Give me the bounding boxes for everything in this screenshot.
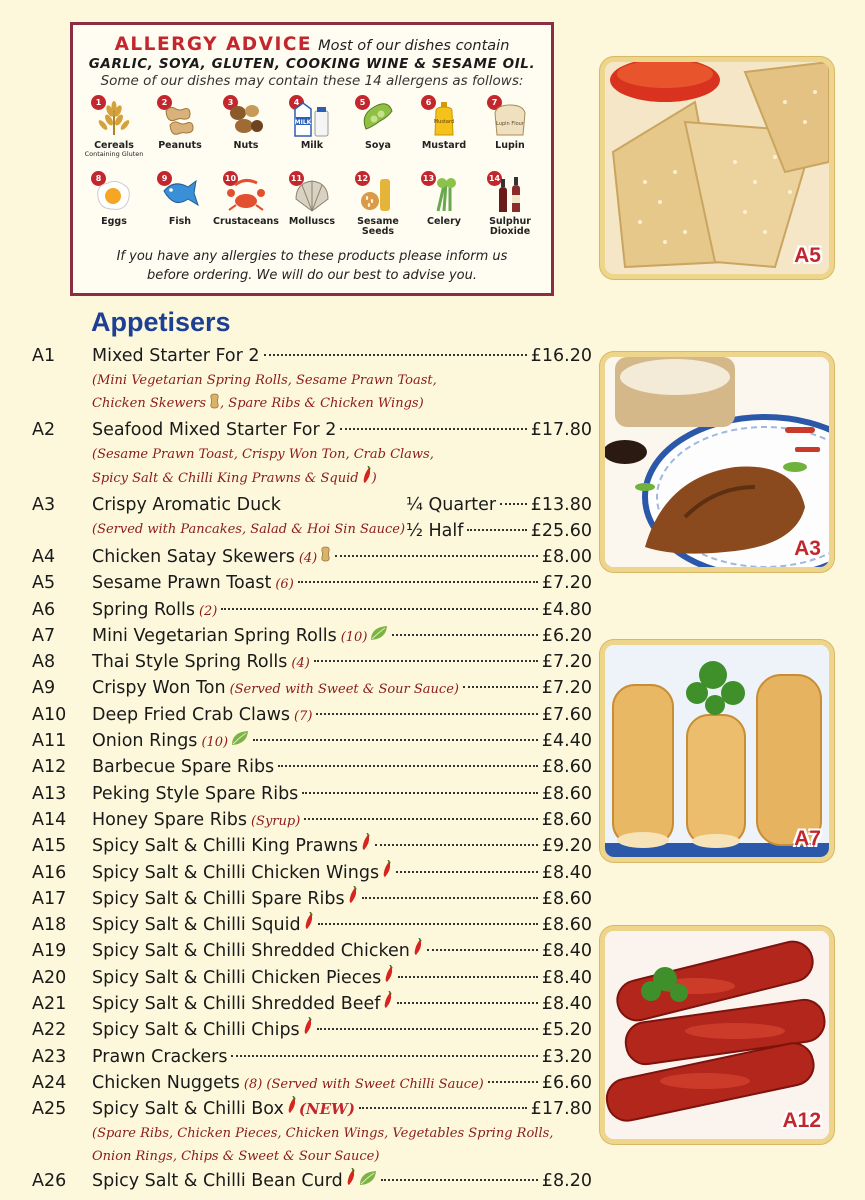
vegetarian-leaf-icon	[370, 623, 388, 649]
item-note: (6)	[275, 577, 294, 593]
peanut-icon	[209, 393, 220, 417]
item-note: (2)	[198, 603, 218, 619]
item-price: £8.20	[541, 1171, 592, 1192]
allergen-lupin	[477, 95, 543, 169]
leader-dots	[381, 1179, 538, 1181]
allergy-advice-text	[81, 247, 543, 285]
allergen-label: Sulphur Dioxide	[489, 216, 531, 237]
wheat-icon	[93, 101, 135, 137]
item-code: A8	[32, 652, 56, 673]
item-name: Spicy Salt & Chilli Spare Ribs	[92, 888, 345, 909]
allergen-grid	[81, 95, 543, 245]
item-price: £5.20	[541, 1020, 592, 1041]
item-name: Barbecue Spare Ribs	[92, 757, 275, 778]
allergen-label: Peanuts	[158, 140, 202, 151]
allergy-intro: Most of our dishes contain	[318, 38, 510, 54]
crab-icon	[225, 177, 267, 213]
leader-dots	[340, 428, 526, 430]
leader-dots	[302, 792, 538, 794]
leader-dots	[488, 1081, 538, 1083]
allergen-nuts	[213, 95, 279, 169]
milk-carton-text: MILK	[294, 119, 312, 126]
new-badge: (NEW)	[298, 1100, 355, 1119]
item-name: Chicken Satay Skewers	[92, 547, 295, 567]
chilli-icon	[303, 1017, 313, 1043]
item-code: A1	[32, 346, 56, 366]
menu-item-a2	[32, 417, 592, 492]
chilli-icon	[384, 965, 394, 991]
item-price: £7.20	[541, 652, 592, 673]
item-name: Spring Rolls	[92, 599, 195, 620]
allergen-cereals	[81, 95, 147, 169]
item-code: A17	[32, 888, 67, 909]
allergy-title: ALLERGY ADVICE	[114, 34, 313, 55]
item-price: £4.80	[541, 599, 592, 620]
peanut-icon	[320, 544, 331, 570]
chilli-icon	[348, 886, 358, 912]
photo-tag: A3	[794, 537, 821, 560]
item-price: £8.60	[541, 757, 592, 778]
leader-dots	[467, 529, 526, 531]
item-name: Spicy Salt & Chilli Chips	[92, 1020, 300, 1041]
half-price: £25.60	[530, 521, 592, 541]
item-price: £4.40	[541, 731, 592, 752]
item-code: A15	[32, 836, 67, 857]
menu-item-a3	[32, 492, 592, 544]
leader-dots	[316, 713, 537, 715]
duck-illustration	[605, 357, 829, 567]
item-code: A3	[32, 495, 56, 515]
item-name: Spicy Salt & Chilli King Prawns	[92, 836, 359, 857]
allergen-label: Molluscs	[288, 216, 336, 227]
menu-item-a5	[32, 570, 592, 596]
item-code: A26	[32, 1171, 67, 1192]
item-name: Onion Rings	[92, 731, 198, 752]
allergen-label: Fish	[168, 216, 192, 227]
item-name: Crispy Aromatic Duck	[92, 495, 281, 515]
menu-item-a26	[32, 1168, 592, 1194]
item-code: A14	[32, 809, 67, 830]
menu-item-a25	[32, 1096, 592, 1168]
item-note: (Served with Sweet & Sour Sauce)	[229, 682, 459, 698]
chilli-icon	[304, 912, 314, 938]
mustard-bottle-text: Mustard	[433, 119, 455, 125]
allergen-number: 7	[487, 95, 502, 110]
allergen-label: Lupin	[495, 140, 525, 151]
item-name: Spicy Salt & Chilli Chicken Wings	[92, 862, 380, 883]
menu-item-a17	[32, 886, 592, 912]
item-price: £7.20	[541, 573, 592, 594]
item-price: £17.80	[530, 1099, 592, 1120]
fish-icon	[159, 177, 201, 213]
menu-item-a24	[32, 1070, 592, 1096]
leader-dots	[463, 686, 538, 688]
leader-dots	[253, 739, 538, 741]
vegetarian-leaf-icon	[231, 728, 249, 754]
allergen-label: Crustaceans	[213, 216, 279, 227]
item-price: £17.80	[530, 420, 592, 440]
allergen-label: Milk	[300, 140, 324, 151]
item-name: Peking Style Spare Ribs	[92, 783, 299, 804]
item-price: £3.20	[541, 1046, 592, 1067]
item-name: Thai Style Spring Rolls	[92, 652, 288, 673]
mustard-icon	[423, 101, 465, 137]
allergen-milk	[279, 95, 345, 169]
allergen-sesame	[345, 171, 411, 245]
menu-item-a21	[32, 991, 592, 1017]
menu-item-a22	[32, 1017, 592, 1043]
allergen-number: 9	[157, 171, 172, 186]
item-price: £6.20	[541, 625, 592, 646]
allergen-label: Soya	[365, 140, 391, 151]
item-note: (10)	[201, 735, 229, 751]
allergen-number: 4	[289, 95, 304, 110]
item-name: Prawn Crackers	[92, 1046, 228, 1067]
item-code: A23	[32, 1046, 67, 1067]
item-price: £8.40	[541, 967, 592, 988]
leader-dots	[318, 923, 538, 925]
allergen-eggs	[81, 171, 147, 245]
leader-dots	[264, 354, 527, 356]
leader-dots	[359, 1107, 527, 1109]
advice-line-1: If you have any allergies to these products please inform us	[116, 249, 508, 264]
nuts-icon	[225, 101, 267, 137]
allergen-label: Celery	[427, 216, 461, 227]
section-title: Appetisers	[91, 307, 231, 337]
item-note: (Syrup)	[250, 813, 301, 829]
item-price: £9.20	[541, 836, 592, 857]
spring-rolls-illustration	[605, 645, 829, 857]
leader-dots	[278, 765, 538, 767]
menu-item-a13	[32, 781, 592, 807]
item-code: A20	[32, 967, 67, 988]
menu-item-a14	[32, 807, 592, 833]
photo-crispy-duck	[600, 352, 834, 572]
item-code: A16	[32, 862, 67, 883]
menu-item-a11	[32, 728, 592, 754]
chilli-icon	[362, 466, 372, 492]
menu-item-a12	[32, 754, 592, 780]
half-option	[406, 518, 592, 544]
chilli-icon	[383, 991, 393, 1017]
item-note: (8) (Served with Sweet Chilli Sauce)	[243, 1076, 484, 1092]
spare-ribs-illustration	[605, 931, 829, 1139]
allergen-label: Eggs	[101, 216, 127, 227]
sesame-toast-illustration	[605, 62, 829, 274]
leader-dots	[304, 818, 538, 820]
appetisers-menu	[32, 343, 592, 1195]
allergen-number: 1	[91, 95, 106, 110]
item-description: (Spare Ribs, Chicken Pieces, Chicken Wings, Vegetables Spring Rolls, Onion Rings, Chips & Sweet & Sour Sauce)	[92, 1126, 554, 1165]
shell-icon	[291, 177, 333, 213]
item-code: A22	[32, 1020, 67, 1041]
item-price: £8.00	[541, 547, 592, 567]
item-name: Chicken Nuggets	[92, 1072, 240, 1093]
menu-item-a15	[32, 833, 592, 859]
allergen-number: 2	[157, 95, 172, 110]
item-price: £8.40	[541, 862, 592, 883]
item-note: (4)	[298, 551, 318, 566]
menu-item-a23	[32, 1044, 592, 1070]
allergen-number: 3	[223, 95, 238, 110]
leader-dots	[221, 608, 538, 610]
photo-mini-spring-rolls	[600, 640, 834, 862]
lupin-bag-text: Lupin Flour	[496, 121, 524, 127]
allergen-label: Cereals	[94, 140, 134, 151]
milk-icon	[291, 101, 333, 137]
chilli-icon	[413, 938, 423, 964]
photo-barbecue-spare-ribs	[600, 926, 834, 1144]
allergen-label: Sesame Seeds	[357, 216, 399, 237]
leader-dots	[396, 871, 538, 873]
allergen-molluscs	[279, 171, 345, 245]
allergen-celery	[411, 171, 477, 245]
leader-dots	[398, 976, 538, 978]
item-name: Spicy Salt & Chilli Chicken Pieces	[92, 967, 382, 988]
item-name: Crispy Won Ton	[92, 678, 226, 699]
item-price: £6.60	[541, 1072, 592, 1093]
item-name: Spicy Salt & Chilli Shredded Beef	[92, 994, 381, 1015]
item-description: (Mini Vegetarian Spring Rolls, Sesame Prawn Toast, Chicken Skewers , Spare Ribs & Chicken Wings)	[92, 369, 592, 417]
item-price: £8.60	[541, 809, 592, 830]
quarter-price: £13.80	[530, 495, 592, 515]
allergen-number: 13	[421, 171, 436, 186]
leader-dots	[335, 555, 538, 557]
half-label: ½ Half	[406, 521, 464, 541]
allergen-number: 6	[421, 95, 436, 110]
item-code: A7	[32, 625, 56, 646]
allergen-sublabel: Containing Gluten	[84, 150, 144, 158]
item-price: £7.60	[541, 704, 592, 725]
menu-item-a19	[32, 938, 592, 964]
item-code: A19	[32, 941, 67, 962]
leader-dots	[298, 581, 538, 583]
soya-icon	[357, 101, 399, 137]
allergen-number: 8	[91, 171, 106, 186]
allergy-intro-line	[81, 34, 543, 55]
celery-icon	[423, 177, 465, 213]
menu-item-a1	[32, 343, 592, 417]
quarter-label: ¼ Quarter	[406, 495, 497, 515]
item-price: £8.40	[541, 994, 592, 1015]
allergen-sulphur-dioxide	[477, 171, 543, 245]
lupin-icon	[489, 101, 531, 137]
allergen-number: 12	[355, 171, 370, 186]
leader-dots	[500, 503, 527, 505]
allergy-contains: GARLIC, SOYA, GLUTEN, COOKING WINE & SESAME OIL.	[88, 56, 536, 72]
item-price: £8.60	[541, 783, 592, 804]
item-code: A4	[32, 547, 56, 567]
item-code: A11	[32, 731, 67, 752]
item-code: A6	[32, 599, 56, 620]
menu-item-a10	[32, 702, 592, 728]
item-code: A9	[32, 678, 56, 699]
menu-item-a9	[32, 675, 592, 701]
menu-item-a6	[32, 597, 592, 623]
item-description: (Sesame Prawn Toast, Crispy Won Ton, Crab Claws, Spicy Salt & Chilli King Prawns & Squid )	[92, 443, 592, 492]
vegetarian-leaf-icon	[359, 1168, 377, 1194]
item-note: (7)	[294, 708, 313, 724]
egg-icon	[93, 177, 135, 213]
leader-dots	[314, 660, 538, 662]
allergen-peanuts	[147, 95, 213, 169]
item-price: £8.60	[541, 888, 592, 909]
item-price: £8.40	[541, 941, 592, 962]
allergen-label: Mustard	[421, 140, 467, 151]
photo-sesame-prawn-toast	[600, 57, 834, 279]
item-code: A21	[32, 994, 67, 1015]
sesame-icon	[357, 177, 399, 213]
item-price: £16.20	[530, 346, 592, 366]
peanut-icon	[159, 101, 201, 137]
advice-line-2: before ordering. We will do our best to advise you.	[147, 268, 477, 283]
item-name: Spicy Salt & Chilli Bean Curd	[92, 1171, 343, 1192]
allergy-advice-box	[70, 22, 554, 296]
item-name: Sesame Prawn Toast	[92, 573, 272, 594]
allergy-subtitle: Some of our dishes may contain these 14 allergens as follows:	[100, 73, 524, 89]
quarter-option	[406, 492, 592, 518]
item-name: Mini Vegetarian Spring Rolls	[92, 625, 337, 646]
item-code: A5	[32, 573, 56, 594]
allergen-number: 14	[487, 171, 502, 186]
item-name: Honey Spare Ribs	[92, 809, 247, 830]
allergen-mustard	[411, 95, 477, 169]
menu-item-a20	[32, 965, 592, 991]
photo-tag: A7	[794, 827, 821, 850]
item-code: A10	[32, 704, 67, 725]
allergen-fish	[147, 171, 213, 245]
leader-dots	[362, 897, 538, 899]
allergen-number: 5	[355, 95, 370, 110]
menu-item-a16	[32, 860, 592, 886]
allergen-number: 11	[289, 171, 304, 186]
item-name: Spicy Salt & Chilli Shredded Chicken	[92, 941, 410, 962]
item-code: A12	[32, 757, 67, 778]
photo-tag: A12	[782, 1109, 821, 1132]
item-note: (10)	[340, 629, 368, 645]
allergen-crustaceans	[213, 171, 279, 245]
menu-item-a7	[32, 623, 592, 649]
wine-icon	[489, 177, 531, 213]
item-name: Mixed Starter For 2	[92, 346, 260, 366]
item-name: Deep Fried Crab Claws	[92, 704, 291, 725]
item-note: (4)	[291, 656, 310, 672]
item-code: A18	[32, 915, 67, 936]
chilli-icon	[361, 833, 371, 859]
item-name: Seafood Mixed Starter For 2	[92, 420, 337, 440]
menu-item-a18	[32, 912, 592, 938]
leader-dots	[375, 844, 538, 846]
item-price: £7.20	[541, 678, 592, 699]
leader-dots	[317, 1028, 538, 1030]
leader-dots	[397, 1002, 537, 1004]
item-code: A25	[32, 1099, 67, 1120]
leader-dots	[427, 949, 538, 951]
allergen-number: 10	[223, 171, 238, 186]
item-description: (Served with Pancakes, Salad & Hoi Sin Sauce)	[92, 522, 406, 537]
item-code: A2	[32, 420, 56, 440]
leader-dots	[231, 1055, 537, 1057]
chilli-icon	[382, 860, 392, 886]
menu-item-a8	[32, 649, 592, 675]
item-code: A24	[32, 1072, 67, 1093]
leader-dots	[392, 634, 537, 636]
item-name: Spicy Salt & Chilli Box	[92, 1099, 284, 1120]
allergen-soya	[345, 95, 411, 169]
allergen-label: Nuts	[233, 140, 259, 151]
menu-item-a4	[32, 544, 592, 570]
item-code: A13	[32, 783, 67, 804]
chilli-icon	[346, 1168, 356, 1194]
chilli-icon	[287, 1096, 297, 1122]
item-name: Spicy Salt & Chilli Squid	[92, 915, 301, 936]
item-price: £8.60	[541, 915, 592, 936]
photo-tag: A5	[794, 244, 821, 267]
